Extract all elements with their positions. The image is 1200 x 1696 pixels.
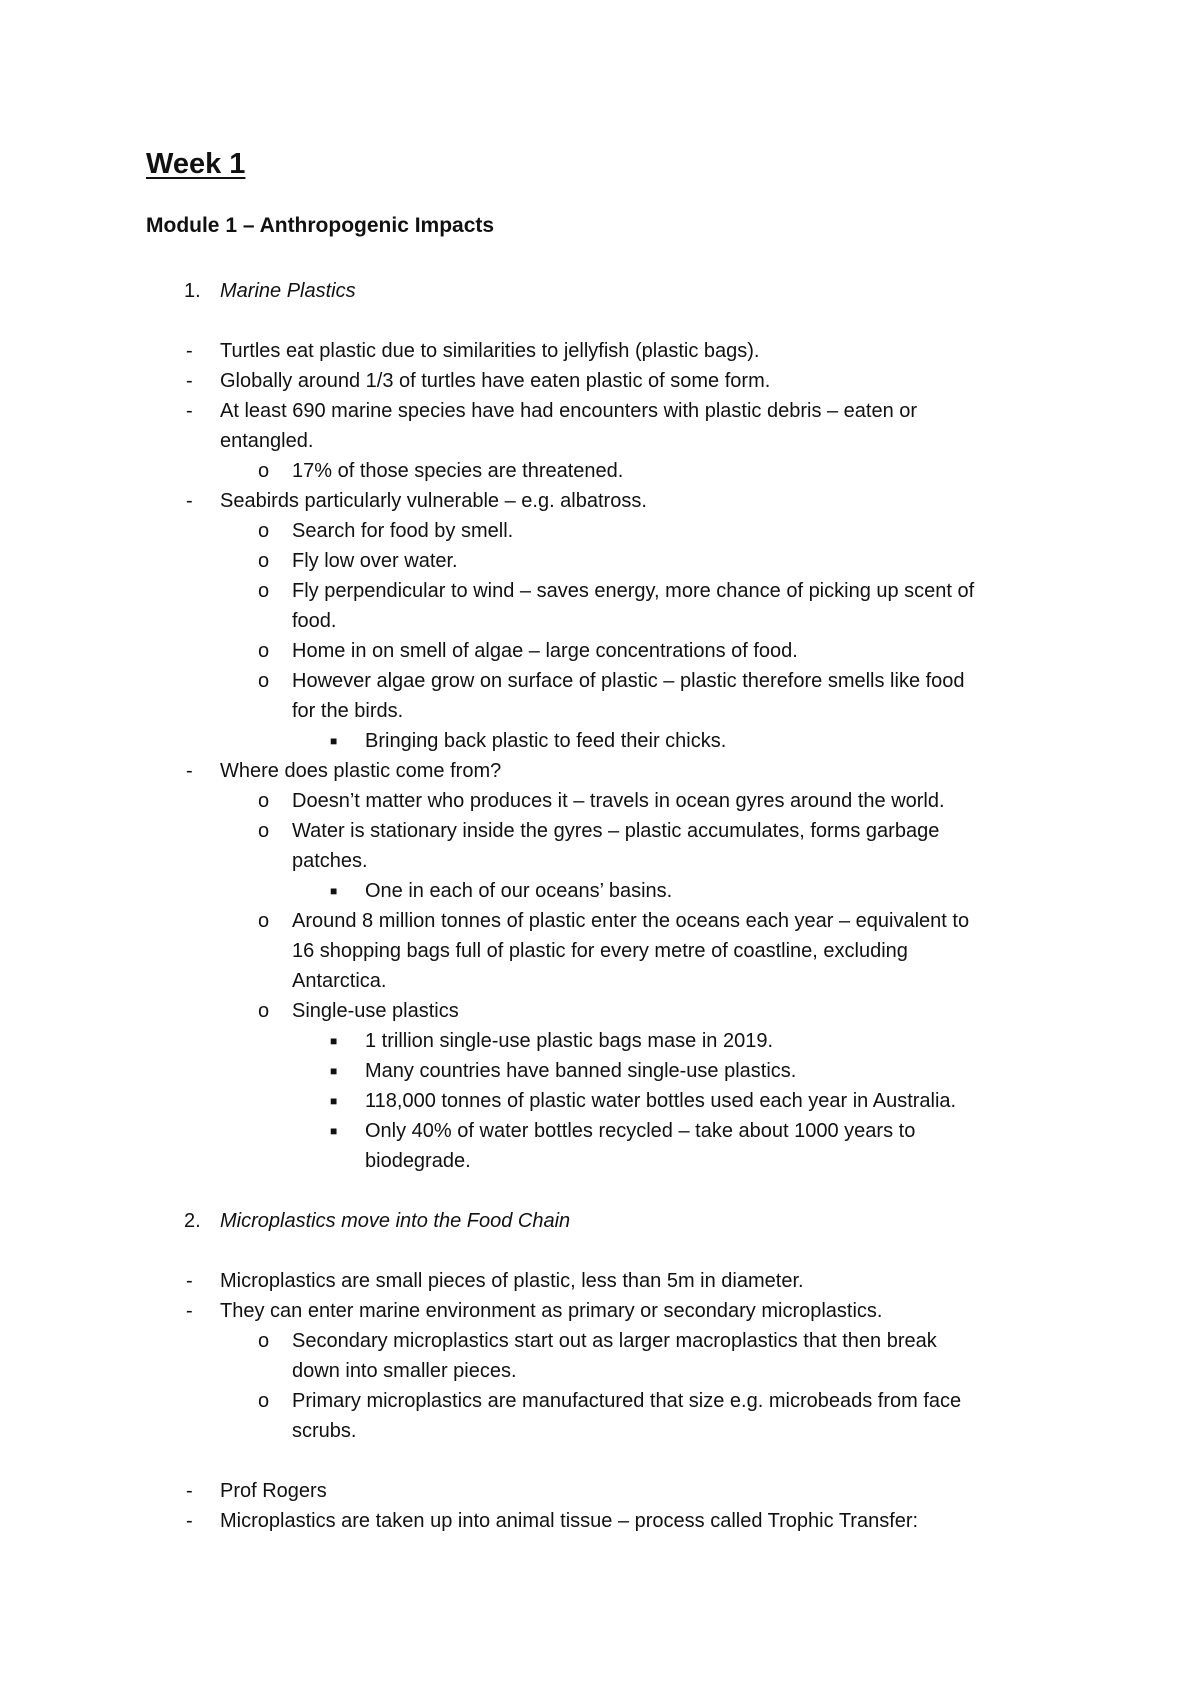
list-item: 17% of those species are threatened.	[292, 460, 624, 482]
list-item: Only 40% of water bottles recycled – take about 1000 years to	[365, 1120, 916, 1142]
list-item: 118,000 tonnes of plastic water bottles used each year in Australia.	[365, 1090, 957, 1112]
dash-bullet: -	[186, 1300, 193, 1322]
list-item-continuation: scrubs.	[292, 1420, 357, 1442]
dash-bullet: -	[186, 760, 193, 782]
circle-bullet: o	[258, 1330, 270, 1352]
list-item: Microplastics are small pieces of plastic, less than 5m in diameter.	[220, 1270, 804, 1292]
list-item: Fly perpendicular to wind – saves energy, more chance of picking up scent of	[292, 580, 975, 602]
list-item-continuation: entangled.	[220, 430, 314, 452]
dash-bullet: -	[186, 370, 193, 392]
list-item: Doesn’t matter who produces it – travels in ocean gyres around the world.	[292, 790, 945, 812]
section-heading: Marine Plastics	[220, 280, 356, 302]
module-heading: Module 1 – Anthropogenic Impacts	[146, 214, 495, 237]
circle-bullet: o	[258, 640, 270, 662]
page-title: Week 1	[146, 148, 246, 180]
list-item: They can enter marine environment as primary or secondary microplastics.	[220, 1300, 883, 1322]
list-item-continuation: Antarctica.	[292, 970, 387, 992]
section-heading: Microplastics move into the Food Chain	[220, 1210, 571, 1232]
dash-bullet: -	[186, 1510, 193, 1532]
list-item: Home in on smell of algae – large concentrations of food.	[292, 640, 798, 662]
list-item: Seabirds particularly vulnerable – e.g. albatross.	[220, 490, 647, 512]
list-item: Many countries have banned single-use plastics.	[365, 1060, 797, 1082]
circle-bullet: o	[258, 1390, 270, 1412]
list-item-continuation: 16 shopping bags full of plastic for every metre of coastline, excluding	[292, 940, 908, 962]
square-bullet: ■	[330, 1034, 338, 1048]
list-item: Secondary microplastics start out as larger macroplastics that then break	[292, 1330, 937, 1352]
list-item: 1 trillion single-use plastic bags mase in 2019.	[365, 1030, 773, 1052]
list-item-continuation: biodegrade.	[365, 1150, 471, 1172]
circle-bullet: o	[258, 550, 270, 572]
circle-bullet: o	[258, 1000, 270, 1022]
list-item: Bringing back plastic to feed their chicks.	[365, 730, 727, 752]
list-item: One in each of our oceans’ basins.	[365, 880, 673, 902]
list-item-continuation: for the birds.	[292, 700, 404, 722]
list-item: Where does plastic come from?	[220, 760, 502, 782]
circle-bullet: o	[258, 820, 270, 842]
dash-bullet: -	[186, 1270, 193, 1292]
square-bullet: ■	[330, 884, 338, 898]
circle-bullet: o	[258, 670, 270, 692]
list-item: Microplastics are taken up into animal tissue – process called Trophic Transfer:	[220, 1510, 919, 1532]
circle-bullet: o	[258, 460, 270, 482]
dash-bullet: -	[186, 490, 193, 512]
section-number: 2.	[184, 1210, 201, 1232]
list-item-continuation: down into smaller pieces.	[292, 1360, 517, 1382]
dash-bullet: -	[186, 1480, 193, 1502]
list-item: Primary microplastics are manufactured that size e.g. microbeads from face	[292, 1390, 962, 1412]
list-item: However algae grow on surface of plastic – plastic therefore smells like food	[292, 670, 965, 692]
list-item-continuation: food.	[292, 610, 337, 632]
list-item-continuation: patches.	[292, 850, 368, 872]
square-bullet: ■	[330, 1094, 338, 1108]
section-number: 1.	[184, 280, 201, 302]
circle-bullet: o	[258, 520, 270, 542]
circle-bullet: o	[258, 790, 270, 812]
list-item: At least 690 marine species have had encounters with plastic debris – eaten or	[220, 400, 918, 422]
list-item: Around 8 million tonnes of plastic enter the oceans each year – equivalent to	[292, 910, 970, 932]
list-item: Water is stationary inside the gyres – plastic accumulates, forms garbage	[292, 820, 940, 842]
circle-bullet: o	[258, 580, 270, 602]
dash-bullet: -	[186, 340, 193, 362]
square-bullet: ■	[330, 734, 338, 748]
list-item: Globally around 1/3 of turtles have eaten plastic of some form.	[220, 370, 771, 392]
square-bullet: ■	[330, 1064, 338, 1078]
list-item: Prof Rogers	[220, 1480, 327, 1502]
square-bullet: ■	[330, 1124, 338, 1138]
dash-bullet: -	[186, 400, 193, 422]
list-item: Search for food by smell.	[292, 520, 514, 542]
list-item: Single-use plastics	[292, 1000, 459, 1022]
list-item: Fly low over water.	[292, 550, 458, 572]
list-item: Turtles eat plastic due to similarities to jellyfish (plastic bags).	[220, 340, 760, 362]
circle-bullet: o	[258, 910, 270, 932]
